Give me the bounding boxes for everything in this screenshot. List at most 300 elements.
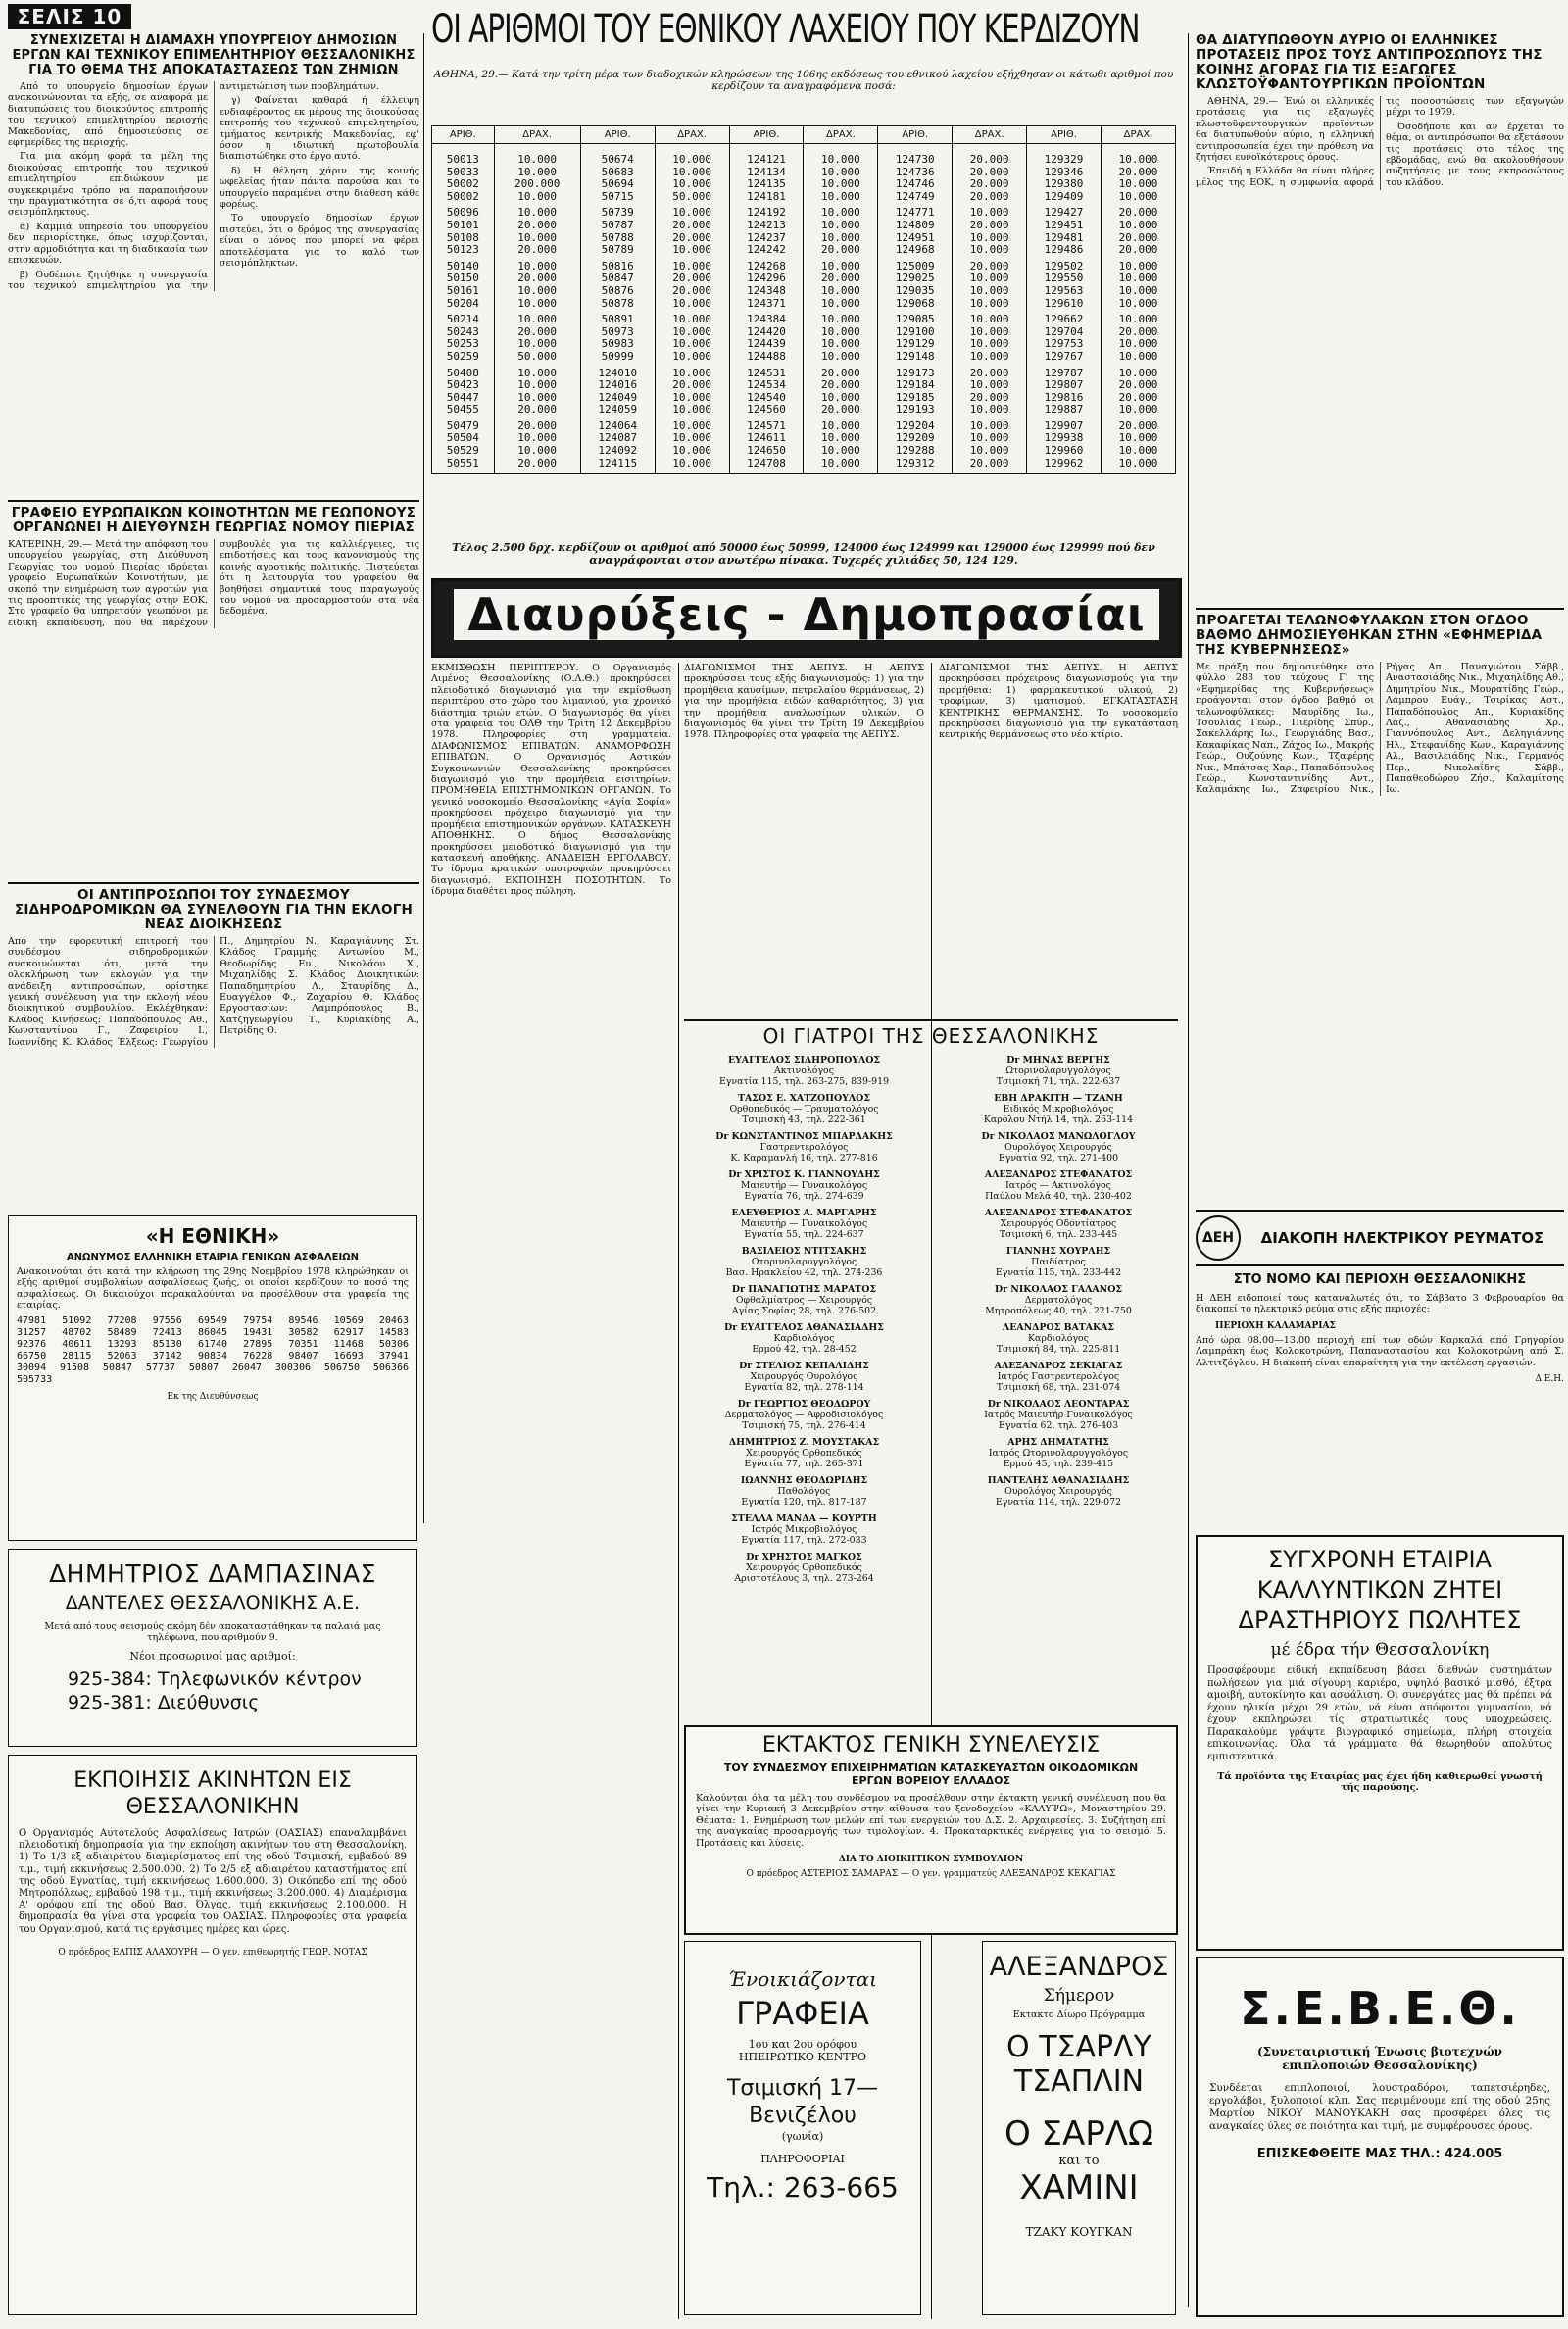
column-rule <box>678 663 679 2319</box>
doctor-spec: Ωτορινολαρυγγολόγος <box>1005 1065 1111 1076</box>
doctor-spec: Ιατρός Ωτορινολαρυγγολόγος <box>988 1448 1129 1459</box>
doctor-name: ΠΑΝΤΕΛΗΣ ΑΘΑΝΑΣΙΑΔΗΣ <box>987 1475 1130 1486</box>
prize-amount: 50.000 <box>655 191 729 208</box>
article-headline: ΟΙ ΑΝΤΙΠΡΟΣΩΠΟΙ ΤΟΥ ΣΥΝΔΕΣΜΟΥ ΣΙΔΗΡΟΔΡΟΜΙΚΩΝ ΘΑ ΣΥΝΕΛΘΟΥΝ ΓΙΑ ΤΗΝ ΕΚΛΟΓΗ ΝΕΑΣ ΔΙΟΙΚΗΣΕΩΣ <box>14 888 414 932</box>
winning-number: 124059 <box>580 404 655 421</box>
winning-number: 124237 <box>729 232 804 245</box>
prize-amount: 10.000 <box>1102 285 1176 298</box>
ad-cinema <box>982 1941 1176 2315</box>
notice-body: Από ώρα 08.00—13.00 περιοχή επί των οδών Καρκαλά από Γρηγορίου Λαμπράκη έως Κολοκοτρώνη, Παπαναστασίου και Κολοκοτρώνη από Σ. Αλτιτζόγλου. Η διακοπή είναι απαραίτητη για την εκτέλεση εργασιών. <box>1196 1334 1564 1368</box>
doctor-listing <box>939 1322 1178 1355</box>
prize-amount: 10.000 <box>1102 314 1176 326</box>
winning-number: 50788 <box>580 232 655 245</box>
doctor-name: ΑΛΕΞΑΝΔΡΟΣ ΣΤΕΦΑΝΑΤΟΣ <box>984 1169 1133 1180</box>
winning-number: 124746 <box>878 178 953 191</box>
prize-amount: 10.000 <box>953 445 1027 458</box>
prize-amount: 10.000 <box>804 207 878 220</box>
table-row <box>432 351 1176 368</box>
doctor-spec: Χειρουργός Οδοντίατρος <box>1000 1218 1117 1229</box>
lottery-table <box>431 125 1176 537</box>
winning-number: 50504 <box>432 432 495 445</box>
prize-amount: 20.000 <box>953 458 1027 474</box>
winning-number: 129550 <box>1027 273 1102 285</box>
prize-amount: 20.000 <box>953 392 1027 405</box>
prize-amount: 20.000 <box>1102 167 1176 179</box>
prize-amount: 10.000 <box>655 432 729 445</box>
notice-subtitle: ΣΤΟ ΝΟΜΟ ΚΑΙ ΠΕΡΙΟΧΗ ΘΕΣΣΑΛΟΝΙΚΗΣ <box>1233 1272 1527 1287</box>
column-header-amount: ΔΡΑΧ. <box>655 126 729 144</box>
doctor-listing <box>684 1169 924 1202</box>
paragraph: Για μια ακόμη φορά τα μέλη της διοικούσας επιτροπής του τεχνικού επιμελητηρίου επιδιώκουν με συγκεκριμένο τρόπο να παραποιήσουν την πραγματικότητα σε ό,τι αφορά τους σεισμόπληκτους. <box>8 151 208 219</box>
winning-number: 129025 <box>878 273 953 285</box>
column-header-number: ΑΡΙΘ. <box>580 126 655 144</box>
prize-amount: 10.000 <box>953 298 1027 315</box>
winning-number: 124115 <box>580 458 655 474</box>
ad-body: Προσφέρουμε ειδική εκπαίδευση βάσει διεθνών συστημάτων πωλήσεων για μιά σίγουρη καριέρα, υψηλό βασικό μισθό, έξτρα αμοιβή, αυτοκίνητο και ασφάλιση. Οι συνεργάτες μας θά πρέπει νά έχουν ηλικία μέχρι 29 ετών, νά είναι απόφοιτοι γυμνασίου, νά έχουν εκπληρώσει τίς στρατιωτικές τους υποχρεώσεις. Παρακαλούμε γράψτε βιογραφικό σημείωμα, πλήρη στοιχεία επικοινωνίας. Όλα τά γράμματα θά θεωρηθούν απολύτως εμπιστευτικά. <box>1207 1665 1552 1762</box>
winning-number: 129962 <box>1027 458 1102 474</box>
winning-number: 124968 <box>878 244 953 261</box>
prize-amount: 10.000 <box>1102 445 1176 458</box>
ad-title: ΔΗΜΗΤΡΙΟΣ ΔΑΜΠΑΣΙΝΑΣ <box>49 1560 376 1588</box>
paragraph: α) Καμμιά υπηρεσία του υπουργείου δεν περιορίστηκε, όπως ισχυρίζονται, στην αρμοδιότητα και τη διαδικασία των επισκευών. <box>8 221 208 267</box>
column-header-amount: ΔΡΑΧ. <box>804 126 878 144</box>
ad-numbers: 47981 51092 77208 97556 69549 79754 89546 10569 20463 31257 48702 58489 72413 86045 19431 30582 62917 14583 92376 40611 13293 85130 61740 27895 70351 11468 50306 66750 28115 52063 37142 90834 76228 98407 16693 37941 30094 91508 50847 57737 50807 26047 300306 506750 506366 505733 <box>17 1314 409 1385</box>
doctor-name: ΑΡΗΣ ΔΗΜΑΤΑΤΗΣ <box>1007 1437 1109 1448</box>
prize-amount: 10.000 <box>804 191 878 208</box>
winning-number: 129753 <box>1027 338 1102 351</box>
doctor-listing <box>684 1322 924 1355</box>
notice-signature: Δ.Ε.Η. <box>1535 1374 1564 1385</box>
ad-subtitle: μέ έδρα τήν Θεσσαλονίκη <box>1270 1640 1490 1660</box>
prize-amount: 20.000 <box>494 404 580 421</box>
winning-number: 124384 <box>729 314 804 326</box>
paragraph: Από το υπουργείο δημοσίων έργων ανακοινώνονται τα εξής, σε αναφορά με διατυπώσεις του διοικούντος επιτροπής του τεχνικού επιμελητηρίου περιοχής Μακεδονίας, από δημοσιεύσεις σε εφημερίδες της περιοχής. <box>8 81 208 149</box>
winning-number: 124213 <box>729 220 804 232</box>
prize-amount: 20.000 <box>804 368 878 380</box>
article-headline: ΘΑ ΔΙΑΤΥΠΩΘΟΥΝ ΑΥΡΙΟ ΟΙ ΕΛΛΗΝΙΚΕΣ ΠΡΟΤΑΣΕΙΣ ΠΡΟΣ ΤΟΥΣ ΑΝΤΙΠΡΟΣΩΠΟΥΣ ΤΗΣ ΚΟΙΝΗΣ ΑΓΟΡΑΣ ΓΙΑ ΤΙΣ ΕΞΑΓΩΓΕΣ ΚΛΩΣΤΟΫΦΑΝΤΟΥΡΓΙΚΩΝ ΠΡΟΪΟΝΤΩΝ <box>1196 33 1543 92</box>
prize-amount: 10.000 <box>655 144 729 167</box>
winning-number: 129481 <box>1027 232 1102 245</box>
winning-number: 50683 <box>580 167 655 179</box>
doctor-listing <box>684 1208 924 1240</box>
winning-number: 124730 <box>878 144 953 167</box>
doctor-name: ΤΑΣΟΣ Ε. ΧΑΤΖΟΠΟΥΛΟΣ <box>738 1093 870 1104</box>
prize-amount: 10.000 <box>953 326 1027 339</box>
ad-subtitle: (Συνεταιριστική Ένωσις βιοτεχνών επιπλοποιών Θεσσαλονίκης) <box>1256 2045 1502 2072</box>
paragraph: Όσοδήποτε και αν έρχεται το θέμα, οι αντιπρόσωποι θα εξετάσουν τις προτάσεις στο τέλος της εβδομάδας, ενώ θα ακολουθήσουν συζητήσεις με τους εκπροσώπους του κλάδου. <box>1386 121 1564 188</box>
column-header-amount: ΔΡΑΧ. <box>494 126 580 144</box>
article-headline: ΓΡΑΦΕΙΟ ΕΥΡΩΠΑΪΚΩΝ ΚΟΙΝΟΤΗΤΩΝ ΜΕ ΓΕΩΠΟΝΟΥΣ ΟΡΓΑΝΩΝΕΙ Η ΔΙΕΥΘΥΝΣΗ ΓΕΩΡΓΙΑΣ ΝΟΜΟΥ ΠΙΕΡΙΑΣ <box>11 506 416 535</box>
winning-number: 124181 <box>729 191 804 208</box>
winning-number: 124064 <box>580 421 655 433</box>
lottery-footer: Τέλος 2.500 δρχ. κερδίζουν οι αριθμοί από 50000 έως 50999, 124000 έως 124999 και 129000 έως 129999 πού δεν αναγράφονται στον ανωτέρω πίνακα. Τυχερές χιλιάδες 50, 124 129. <box>452 541 1155 567</box>
article-top-left <box>8 33 419 494</box>
prize-amount: 200.000 <box>494 178 580 191</box>
winning-number: 124049 <box>580 392 655 405</box>
winning-number: 50674 <box>580 144 655 167</box>
doctor-listing <box>684 1284 924 1316</box>
ad-title: ΣΥΓΧΡΟΝΗ ΕΤΑΙΡΙΑ ΚΑΛΛΥΝΤΙΚΩΝ ΖΗΤΕΙ ΔΡΑΣΤΗΡΙΟΥΣ ΠΩΛΗΤΕΣ <box>1238 1546 1522 1634</box>
doctor-addr: Αριστοτέλους 3, τηλ. 273-264 <box>734 1573 874 1584</box>
winning-number: 124348 <box>729 285 804 298</box>
prize-amount: 10.000 <box>804 285 878 298</box>
doctor-spec: Οφθαλμίατρος — Χειρουργός <box>735 1295 873 1306</box>
ad-line: ΓΡΑΦΕΙΑ <box>736 1995 869 2032</box>
column-rule <box>423 33 424 1523</box>
doctor-addr: Εγνατία 82, τηλ. 278-114 <box>744 1382 864 1393</box>
winning-number: 50204 <box>432 298 495 315</box>
ad-body: Ο Οργανισμός Αυτοτελούς Ασφαλίσεως Ιατρών (ΟΑΣΙΑΣ) επαναλαμβάνει πλειοδοτική δημοπρασία για την εκποίηση ακινήτων του στη Θεσσαλονίκη. 1) Το 1/3 εξ αδιαιρέτου διαμερίσματος επί της οδού Τσιμισκή, εμβαδού 89 τ.μ., τιμή εκκινήσεως 2.500.000. 2) Το 2/5 εξ αδιαιρέτου καταστήματος επί της οδού Εγνατίας, τιμή εκκινήσεως 1.600.000. 3) Οικόπεδο επί της οδού Μητροπόλεως, εμβαδού 198 τ.μ., τιμή εκκινήσεως 3.200.000. 4) Διαμέρισμα Α' ορόφου επί της οδού Βασ. Όλγας, τιμή εκκινήσεως 2.100.000. Η δημοπρασία θα γίνει στα γραφεία του ΟΑΣΙΑΣ. Πληροφορίες στα γραφεία του Οργανισμού, κατά τις εργάσιμες ημέρες και ώρες. <box>19 1828 407 1935</box>
ad-title: «Η ΕΘΝΙΚΗ» <box>145 1224 280 1248</box>
prize-amount: 10.000 <box>804 178 878 191</box>
winning-number: 50408 <box>432 368 495 380</box>
prize-amount: 10.000 <box>655 351 729 368</box>
notices-col-1: ΕΚΜΙΣΘΩΣΗ ΠΕΡΙΠΤΕΡΟΥ. Ο Οργανισμός Λιμένος Θεσσαλονίκης (Ο.Λ.Θ.) προκηρύσσει πλειοδοτικό διαγωνισμό για την εκμίσθωση περιπτέρου στο χώρο του λιμανιού, για χρονικό διάστημα τριών ετών. Ο διαγωνισμός θα γίνει στα γραφεία του ΟΛΘ την Τρίτη 12 Δεκεμβρίου 1978. Πληροφορίες στη γραμματεία. ΔΙΑΦΩΝΙΣΜΟΣ ΕΠΙΒΑΤΩΝ. ΑΝΑΜΟΡΦΩΣΗ ΕΠΙΒΑΤΩΝ. Ο Οργανισμός Αστικών Συγκοινωνιών Θεσσαλονίκης προκηρύσσει διαγωνισμό για την προμήθεια εισιτηρίων. ΠΡΟΜΗΘΕΙΑ ΕΠΙΣΤΗΜΟΝΙΚΩΝ ΟΡΓΑΝΩΝ. Το γενικό νοσοκομείο Θεσσαλονίκης «Αγία Σοφία» προκηρύσσει πρόχειρο διαγωνισμό για την προμήθεια επιστημονικών οργάνων. ΚΑΤΑΣΚΕΥΗ ΑΠΟΘΗΚΗΣ. Ο δήμος Θεσσαλονίκης προκηρύσσει μειοδοτικό διαγωνισμό για την κατασκευή αποθήκης. ΑΝΑΔΕΙΞΗ ΕΡΓΟΛΑΒΟΥ. Το ίδρυμα κρατικών υποτροφιών προκηρύσσει διαγωνισμό. ΕΚΠΟΙΗΣΗ ΠΟΣΟΤΗΤΩΝ. Το ίδρυμα διαθέτει προς πώληση. <box>431 663 671 898</box>
doctor-spec: Ιατρός Μικροβιολόγος <box>751 1524 858 1535</box>
prize-amount: 10.000 <box>655 326 729 339</box>
winning-number: 50973 <box>580 326 655 339</box>
winning-number: 129085 <box>878 314 953 326</box>
winning-number: 129185 <box>878 392 953 405</box>
table-row <box>432 285 1176 298</box>
prize-amount: 10.000 <box>655 261 729 273</box>
prize-amount: 10.000 <box>494 207 580 220</box>
winning-number: 50253 <box>432 338 495 351</box>
doctor-addr: Τσιμισκή 84, τηλ. 225-811 <box>996 1344 1121 1355</box>
article-body <box>1196 96 1564 190</box>
prize-amount: 10.000 <box>1102 261 1176 273</box>
prize-amount: 10.000 <box>1102 191 1176 208</box>
winning-numbers-table <box>431 125 1176 474</box>
doctor-addr: Εγνατία 115, τηλ. 233-442 <box>995 1267 1122 1278</box>
winning-number: 50891 <box>580 314 655 326</box>
winning-number: 129787 <box>1027 368 1102 380</box>
ad-body: Εκτακτο Δίωρο Πρόγραμμα <box>1012 2009 1146 2020</box>
prize-amount: 10.000 <box>1102 432 1176 445</box>
doctor-spec: Δερματολόγος — Αφροδισιολόγος <box>724 1410 884 1420</box>
winning-number: 129288 <box>878 445 953 458</box>
doctor-addr: Αγίας Σοφίας 28, τηλ. 276-502 <box>731 1306 877 1316</box>
notices-col-3: ΔΙΑΓΩΝΙΣΜΟΙ ΤΗΣ ΑΕΠΥΣ. Η ΑΕΠΥΣ προκηρύσσει πρόχειρους διαγωνισμούς για την προμήθεια: 1) φαρμακευτικού υλικού, 2) τροφίμων, 3) ιματισμού. ΕΓΚΑΤΑΣΤΑΣΗ ΚΕΝΤΡΙΚΗΣ ΘΕΡΜΑΝΣΗΣ. Το νοσοκομείο προκηρύσσει διαγωνισμό για την εγκατάσταση κεντρικής θερμάνσεως στο νέο κτίριο. <box>939 663 1178 741</box>
notice-title: ΔΙΑΚΟΠΗ ΗΛΕΚΤΡΙΚΟΥ ΡΕΥΜΑΤΟΣ <box>1260 1229 1544 1247</box>
doctor-listing <box>939 1246 1178 1278</box>
winning-number: 124242 <box>729 244 804 261</box>
doctor-spec: Παθολόγος <box>777 1486 831 1497</box>
prize-amount: 20.000 <box>655 285 729 298</box>
doctor-listing <box>939 1475 1178 1508</box>
winning-number: 129148 <box>878 351 953 368</box>
ad-phone: ΕΠΙΣΚΕΦΘΕΙΤΕ ΜΑΣ ΤΗΛ.: 424.005 <box>1256 2147 1503 2161</box>
winning-number: 50999 <box>580 351 655 368</box>
prize-amount: 10.000 <box>804 144 878 167</box>
winning-number: 129346 <box>1027 167 1102 179</box>
ad-dampasinas <box>8 1549 417 1747</box>
prize-amount: 10.000 <box>655 445 729 458</box>
prize-amount: 20.000 <box>804 379 878 392</box>
doctor-addr: Εγνατία 55, τηλ. 224-637 <box>744 1229 864 1240</box>
ad-body: Καλούνται όλα τα μέλη του συνδέσμου να προσέλθουν στην έκτακτη γενική συνέλευση που θα γίνει την Κυριακή 3 Δεκεμβρίου στην αίθουσα του ξενοδοχείου «ΚΑΛΥΨΩ», Μοναστηρίου 29. Θέματα: 1. Ενημέρωση των μελών επί των ενεργειών του Δ.Σ. 2. Αρχαιρεσίες. 3. Συζήτηση επί της αναγκαίας προσαρμογής των τιμολογίων. 4. Προκαταρκτικές ενέργειες για το σεισμό. 5. Προτάσεις και λύσεις. <box>696 1793 1166 1849</box>
ad-signature: Εκ της Διευθύνσεως <box>167 1391 259 1402</box>
doctor-spec: Καρδιολόγος <box>773 1333 835 1344</box>
winning-number: 124708 <box>729 458 804 474</box>
doctor-spec: Ιατρός — Ακτινολόγος <box>1005 1180 1111 1191</box>
prize-amount: 10.000 <box>953 379 1027 392</box>
doctor-spec: Ειδικός Μικροβιολόγος <box>1003 1104 1114 1115</box>
winning-number: 50455 <box>432 404 495 421</box>
winning-number: 50739 <box>580 207 655 220</box>
ad-offices <box>684 1941 921 2315</box>
ad-body: Νέοι προσωρινοί μας αριθμοί: <box>129 1649 296 1662</box>
doctor-listing <box>939 1131 1178 1164</box>
ad-line: Ένοικιάζονται <box>728 1967 877 1991</box>
winning-number: 50259 <box>432 351 495 368</box>
winning-number: 129938 <box>1027 432 1102 445</box>
prize-amount: 10.000 <box>953 285 1027 298</box>
column-header-amount: ΔΡΑΧ. <box>953 126 1027 144</box>
winning-number: 50847 <box>580 273 655 285</box>
article-eec <box>1196 33 1564 602</box>
winning-number: 50123 <box>432 244 495 261</box>
prize-amount: 10.000 <box>494 144 580 167</box>
article-europe <box>8 506 419 878</box>
doctor-listing <box>684 1093 924 1125</box>
ad-sevethe <box>1196 1957 1564 2317</box>
doctor-name: ΑΛΕΞΑΝΔΡΟΣ ΣΕΚΙΑΓΑΣ <box>994 1361 1123 1371</box>
doctor-addr: Τσιμισκή 75, τηλ. 276-414 <box>742 1420 866 1431</box>
doctor-listing <box>939 1055 1178 1087</box>
prize-amount: 10.000 <box>655 404 729 421</box>
doctor-name: Dr ΣΤΕΛΙΟΣ ΚΕΠΑΛΙΔΗΣ <box>739 1361 869 1371</box>
ad-line: Τσιμισκή 17— Βενιζέλου <box>726 2076 879 2128</box>
winning-number: 124087 <box>580 432 655 445</box>
article-body: Από την εφορευτική επιτροπή του συνδέσμου σιδηροδρομικών ανακοινώνεται ότι, μετά την ολοκλήρωση των εκλογών για την ανάδειξη αντιπροσώπων, ορίστηκε γενική συνέλευση για την εκλογή νέου διοικητικού συμβουλίου. Εκλέχθηκαν: Κλάδος Κινήσεως: Παπαδόπουλος Αθ., Κωνσταντίνου Γ., Ζαφειρίου Ι., Ιωαννίδης Κ. Κλάδος Έλξεως: Γεωργίου Π., Δημητρίου Ν., Καραγιάννης Στ. Κλάδος Γραμμής: Αντωνίου Μ., Θεοδωρίδης Ευ., Νικολάου Χ., Μιχαηλίδης Σ. Κλάδος Διοικητικών: Παπαδημητρίου Λ., Σταυρίδης Δ., Ευαγγέλου Φ., Ζαχαρίου Θ. Κλάδος Εργοστασίων: Λαμπρόπουλος Β., Χατζηγεωργίου Τ., Κυριακίδης Α., Πετρίδης Ο. <box>8 936 419 1048</box>
winning-number: 129100 <box>878 326 953 339</box>
winning-number: 124736 <box>878 167 953 179</box>
article-headline: ΠΡΟΑΓΕΤΑΙ ΤΕΛΩΝΟΦΥΛΑΚΩΝ ΣΤΟΝ ΟΓΔΟΟ ΒΑΘΜΟ ΔΗΜΟΣΙΕΥΘΗΚΑΝ ΣΤΗΝ «ΕΦΗΜΕΡΙΔΑ ΤΗΣ ΚΥΒΕΡΝΗΣΕΩΣ» <box>1196 614 1543 658</box>
winning-number: 124540 <box>729 392 804 405</box>
winning-number: 129662 <box>1027 314 1102 326</box>
prize-amount: 20.000 <box>1102 207 1176 220</box>
prize-amount: 20.000 <box>804 404 878 421</box>
winning-number: 50789 <box>580 244 655 261</box>
prize-amount: 20.000 <box>494 220 580 232</box>
prize-amount: 10.000 <box>1102 220 1176 232</box>
column-rule <box>931 663 932 2319</box>
doctor-name: ΕΥΑΓΓΕΛΟΣ ΣΙΔΗΡΟΠΟΥΛΟΣ <box>727 1055 881 1065</box>
doctor-addr: Εγνατία 115, τηλ. 263-275, 839-919 <box>718 1076 890 1087</box>
prize-amount: 10.000 <box>494 285 580 298</box>
doctor-name: Dr ΓΕΩΡΓΙΟΣ ΘΕΟΔΩΡΟΥ <box>737 1399 871 1410</box>
doctor-name: ΛΕΑΝΔΡΟΣ ΒΑΤΑΚΑΣ <box>1002 1322 1115 1333</box>
winning-number: 50447 <box>432 392 495 405</box>
doctor-addr: Βασ. Ηρακλείου 42, τηλ. 274-236 <box>725 1267 883 1278</box>
prize-amount: 20.000 <box>494 326 580 339</box>
headline-text: ΟΙ ΑΡΙΘΜΟΙ ΤΟΥ ΕΘΝΙΚΟΥ ΛΑΧΕΙΟΥ ΠΟΥ ΚΕΡΔΙΖΟΥΝ <box>431 7 1140 52</box>
winning-number: 124531 <box>729 368 804 380</box>
prize-amount: 20.000 <box>1102 392 1176 405</box>
winning-number: 50878 <box>580 298 655 315</box>
ad-cosmetics <box>1196 1535 1564 1951</box>
table-row <box>432 404 1176 421</box>
prize-amount: 10.000 <box>804 314 878 326</box>
winning-number: 124092 <box>580 445 655 458</box>
winning-number: 124771 <box>878 207 953 220</box>
winning-number: 124951 <box>878 232 953 245</box>
prize-amount: 20.000 <box>655 379 729 392</box>
ad-subtitle: ΤΟΥ ΣΥΝΔΕΣΜΟΥ ΕΠΙΧΕΙΡΗΜΑΤΙΩΝ ΚΑΤΑΣΚΕΥΑΣΤΩΝ ΟΙΚΟΔΟΜΙΚΩΝ ΕΡΓΩΝ ΒΟΡΕΙΟΥ ΕΛΛΑΔΟΣ <box>723 1761 1139 1787</box>
ad-ethniki <box>8 1215 417 1541</box>
prize-amount: 20.000 <box>804 244 878 261</box>
prize-amount: 20.000 <box>1102 379 1176 392</box>
winning-number: 50002 <box>432 178 495 191</box>
ad-line: και το <box>1058 2154 1100 2168</box>
table-row <box>432 178 1176 191</box>
prize-amount: 10.000 <box>494 338 580 351</box>
doctor-spec: Δερματολόγος <box>1024 1295 1093 1306</box>
winning-number: 129068 <box>878 298 953 315</box>
doctor-name: ΑΛΕΞΑΝΔΡΟΣ ΣΤΕΦΑΝΑΤΟΣ <box>984 1208 1133 1218</box>
prize-amount: 10.000 <box>804 445 878 458</box>
doctor-addr: Τσιμισκή 6, τηλ. 233-445 <box>999 1229 1118 1240</box>
winning-number: 124016 <box>580 379 655 392</box>
column-header-number: ΑΡΙΘ. <box>1027 126 1102 144</box>
winning-number: 129907 <box>1027 421 1102 433</box>
prize-amount: 10.000 <box>655 207 729 220</box>
winning-number: 129887 <box>1027 404 1102 421</box>
doctor-name: Dr ΜΗΝΑΣ ΒΕΡΓΗΣ <box>1006 1055 1110 1065</box>
doctor-name: Dr ΕΥΑΓΓΕΛΟΣ ΑΘΑΝΑΣΙΑΔΗΣ <box>724 1322 884 1333</box>
doctor-addr: Παύλου Μελά 40, τηλ. 230-402 <box>985 1191 1132 1202</box>
winning-number: 129173 <box>878 368 953 380</box>
article-customs <box>1196 614 1564 1202</box>
winning-number: 129610 <box>1027 298 1102 315</box>
doctor-name: Dr ΝΙΚΟΛΑΟΣ ΛΕΟΝΤΑΡΑΣ <box>987 1399 1130 1410</box>
doctors-list-right <box>939 1055 1178 1682</box>
prize-amount: 10.000 <box>1102 404 1176 421</box>
prize-amount: 20.000 <box>953 144 1027 167</box>
prize-amount: 10.000 <box>953 421 1027 433</box>
doctor-listing <box>684 1437 924 1469</box>
prize-amount: 20.000 <box>804 273 878 285</box>
winning-number: 124560 <box>729 404 804 421</box>
doctor-spec: Ακτινολόγος <box>774 1065 834 1076</box>
divider <box>1196 608 1564 610</box>
doctor-listing <box>684 1399 924 1431</box>
winning-number: 124134 <box>729 167 804 179</box>
prize-amount: 10.000 <box>1102 351 1176 368</box>
prize-amount: 10.000 <box>804 421 878 433</box>
prize-amount: 20.000 <box>953 220 1027 232</box>
winning-number: 124488 <box>729 351 804 368</box>
lottery-intro: ΑΘΗΝΑ, 29.— Κατά την τρίτη μέρα των διαδοχικών κληρώσεων της 106ης εκδόσεως του εθνικού λαχείου εξήχθησαν οι κάτωθι αριθμοί που κερδίζουν τα αναγραφόμενα ποσά: <box>433 69 1174 92</box>
doctor-addr: Ερμού 42, τηλ. 28-452 <box>752 1344 857 1355</box>
prize-amount: 10.000 <box>804 326 878 339</box>
prize-amount: 10.000 <box>953 232 1027 245</box>
prize-amount: 10.000 <box>494 379 580 392</box>
doctor-name: ΕΒΗ ΔΡΑΚΙΤΗ — ΤΖΑΝΗ <box>994 1093 1123 1104</box>
doctors-title <box>684 1019 1178 1051</box>
lottery-headline <box>431 0 1176 69</box>
prize-amount: 10.000 <box>804 232 878 245</box>
doctor-spec: Καρδιολόγος <box>1028 1333 1089 1344</box>
prize-amount: 10.000 <box>953 432 1027 445</box>
prize-amount: 10.000 <box>804 351 878 368</box>
ad-signature: Ο πρόεδρος ΕΛΠΙΣ ΑΛΑΧΟΥΡΗ — Ο γεν. επιθεωρητής ΓΕΩΡ. ΝΟΤΑΣ <box>58 1947 368 1957</box>
prize-amount: 20.000 <box>1102 326 1176 339</box>
doctor-spec: Χειρουργός Ουρολόγος <box>750 1371 858 1382</box>
winning-number: 50529 <box>432 445 495 458</box>
winning-number: 50876 <box>580 285 655 298</box>
doctor-listing <box>684 1131 924 1164</box>
winning-number: 129204 <box>878 421 953 433</box>
prize-amount: 10.000 <box>494 432 580 445</box>
article-body: Με πράξη που δημοσιεύθηκε στο φύλλο 283 του τεύχους Γ' της «Εφημερίδας της Κυβερνήσεως» προάγονται στον όγδοο βαθμό οι τελωνοφύλακες: Μαυρίδης Ιω., Τσουλιάς Γεώρ., Πιερίδης Σπύρ., Σακελλάρης Ιω., Γεωργιάδης Βασ., Κακαφίκας Ναπ., Ζάχος Ιω., Μακρής Γεώρ., Ουζούνης Κων., Τζαφέρης Νικ., Μπάτσας Χαρ., Παπαδόπουλος Γεώρ., Κωνσταντινίδης Αντ., Καλαμάκης Ιω., Ζαφειρίου Νικ., Ρήγας Απ., Παναγιώτου Σάββ., Αναστασιάδης Νικ., Μιχαηλίδης Αθ., Δημητρίου Νικ., Μουρατίδης Γεώρ., Λάμπρου Ευάγ., Τσιρίκας Αστ., Παπαδόπουλος Απ., Κυριακίδης Λάζ., Αθανασιάδης Χρ., Γιαννόπουλος Αντ., Δεληγιάννης Ηλ., Στεφανίδης Κων., Καραγιάννης Αλ., Βασιλειάδης Νικ., Γερμανός Περ., Νικολαΐδης Σάββ., Παπαθεοδώρου Ζήσ., Καλαμίτσης Ιω. <box>1196 662 1564 796</box>
prize-amount: 10.000 <box>1102 458 1176 474</box>
doctor-listing <box>684 1513 924 1546</box>
prize-amount: 20.000 <box>953 368 1027 380</box>
prize-amount: 10.000 <box>804 338 878 351</box>
winning-number: 124749 <box>878 191 953 208</box>
doctor-spec: Ορθοπεδικός — Τραυματολόγος <box>729 1104 879 1115</box>
phone-line: 925-384: Τηλεφωνικόν κέντρον <box>68 1667 362 1690</box>
prize-amount: 10.000 <box>953 314 1027 326</box>
prize-amount: 20.000 <box>494 458 580 474</box>
doctor-addr: Εγνατία 92, τηλ. 271-400 <box>998 1153 1119 1164</box>
winning-number: 50101 <box>432 220 495 232</box>
column-header-number: ΑΡΙΘ. <box>878 126 953 144</box>
prize-amount: 10.000 <box>655 421 729 433</box>
prize-amount: 10.000 <box>1102 338 1176 351</box>
article-body <box>8 81 419 291</box>
prize-amount: 20.000 <box>953 261 1027 273</box>
winning-number: 129312 <box>878 458 953 474</box>
doctor-spec: Μαιευτήρ — Γυναικολόγος <box>740 1180 868 1191</box>
winning-number: 124371 <box>729 298 804 315</box>
doctor-spec: Ουρολόγος Χειρουργός <box>1004 1486 1112 1497</box>
table-row <box>432 445 1176 458</box>
ad-line: ΗΠΕΙΡΩΤΙΚΟ ΚΕΝΤΡΟ <box>738 2051 867 2063</box>
doctor-name: Dr ΝΙΚΟΛΑΟΣ ΓΑΛΑΝΟΣ <box>994 1284 1123 1295</box>
table-row <box>432 191 1176 208</box>
doctor-listing <box>939 1284 1178 1316</box>
prize-amount: 10.000 <box>953 338 1027 351</box>
prize-amount: 10.000 <box>494 261 580 273</box>
page-logo <box>8 4 131 29</box>
prize-amount: 20.000 <box>1102 421 1176 433</box>
winning-number: 50161 <box>432 285 495 298</box>
winning-number: 124010 <box>580 368 655 380</box>
ad-title: ΕΚΠΟΙΗΣΙΣ ΑΚΙΝΗΤΩΝ ΕΙΣ ΘΕΣΣΑΛΟΝΙΚΗΝ <box>74 1768 352 1819</box>
winning-number: 129329 <box>1027 144 1102 167</box>
prize-amount: 10.000 <box>804 432 878 445</box>
winning-number: 124296 <box>729 273 804 285</box>
prize-amount: 10.000 <box>494 298 580 315</box>
prize-amount: 10.000 <box>804 167 878 179</box>
winning-number: 50140 <box>432 261 495 273</box>
winning-number: 50694 <box>580 178 655 191</box>
article-body: ΚΑΤΕΡΙΝΗ, 29.— Μετά την απόφαση του υπουργείου γεωργίας, στη Διεύθυνση Γεωργίας του νομού Πιερίας ιδρύεται γραφείο Ευρωπαϊκών Κοινοτήτων, με σκοπό την ενημέρωση των αγροτών για τις προοπτικές της γεωργίας στην ΕΟΚ. Στο γραφείο θα υπηρετούν γεωπόνοι με ειδική εκπαίδευση, που θα παρέχουν συμβουλές για τις καλλιέργειες, τις επιδοτήσεις και τους κανονισμούς της κοινής αγροτικής πολιτικής. Πιστεύεται ότι η λειτουργία του γραφείου θα βοηθήσει σημαντικά τους παραγωγούς του νομού να προσαρμοστούν στα νέα δεδομένα. <box>8 539 419 628</box>
winning-number: 50108 <box>432 232 495 245</box>
winning-number: 129486 <box>1027 244 1102 261</box>
doctor-addr: Εγνατία 120, τηλ. 817-187 <box>741 1497 867 1508</box>
prize-amount: 20.000 <box>953 167 1027 179</box>
ad-line: (γωνία) <box>781 2130 824 2143</box>
winning-number: 50214 <box>432 314 495 326</box>
winning-number: 124192 <box>729 207 804 220</box>
doctor-listing <box>939 1437 1178 1469</box>
prize-amount: 20.000 <box>953 178 1027 191</box>
doctor-spec: Ουρολόγος Χειρουργός <box>1004 1142 1112 1153</box>
